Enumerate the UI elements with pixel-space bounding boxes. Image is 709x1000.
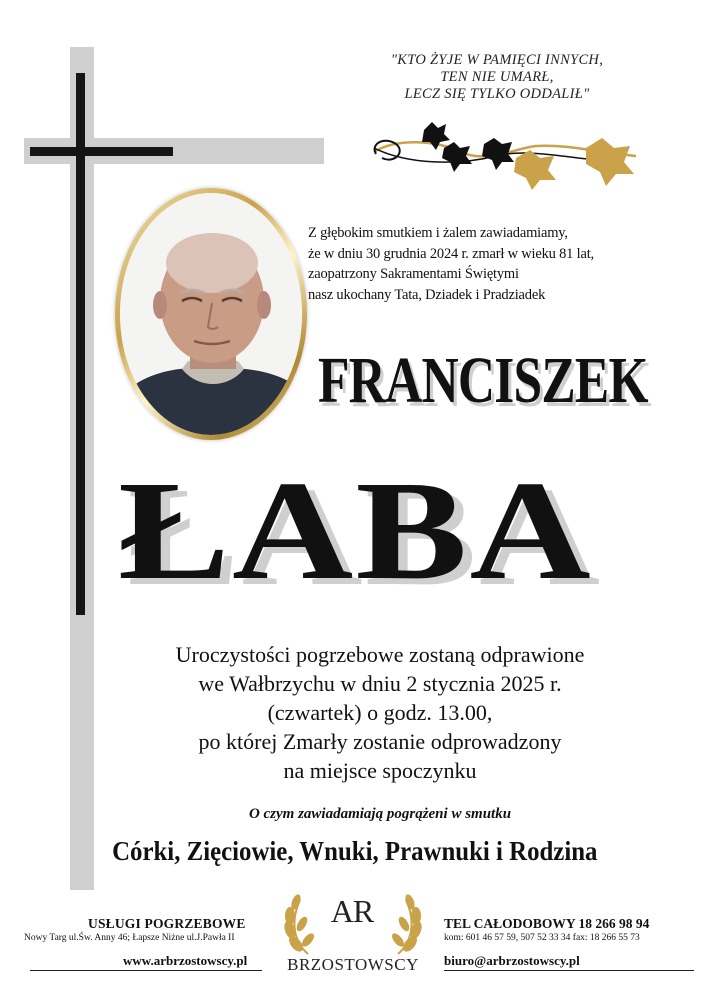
quote-line: LECZ SIĘ TYLKO ODDALIŁ" [404,86,590,102]
ceremony-line: po której Zmarły zostanie odprowadzony [198,729,562,754]
intro-line: że w dniu 30 grudnia 2024 r. zmarł w wieku 81 lat, [308,245,594,262]
quote-line: TEN NIE UMARŁ, [440,69,554,85]
announcement-intro [308,223,618,305]
footer-divider-left [30,970,262,971]
ceremony-line: we Wałbrzychu w dniu 2 stycznia 2025 r. [198,671,562,696]
deceased-surname: ŁABA [118,451,593,609]
mourners-names: Córki, Zięciowie, Wnuki, Prawnuki i Rodzina [111,836,598,866]
funeral-company-label: USŁUGI POGRZEBOWE [88,916,246,931]
intro-line: Z głębokim smutkiem i żalem zawiadamiamy, [308,225,568,241]
memorial-quote [352,52,642,103]
quote-line: "KTO ŻYJE W PAMIĘCI INNYCH, [390,52,604,68]
portrait-image-icon [120,193,302,435]
cross-horizontal-bar [30,147,173,156]
vine-leaves-ornament-icon [366,118,656,200]
company-logo-name: BRZOSTOWSCY [287,955,419,974]
phone-number[interactable]: TEL CAŁODOBOWY 18 266 98 94 [444,916,650,931]
mourners-names-row [0,836,709,867]
contact-numbers: kom: 601 46 57 59, 507 52 33 34 fax: 18 266 55 73 [444,933,640,943]
mourners-intro: O czym zawiadamiają pogrążeni w smutku [248,806,512,822]
intro-line: nasz ukochany Tata, Dziadek i Pradziadek [308,286,546,303]
deceased-first-name: FRANCISZEK [318,344,648,417]
portrait-frame [115,188,307,440]
intro-line: zaopatrzony Sakramentami Świętymi [308,266,519,282]
ceremony-line: na miejsce spoczynku [283,758,477,783]
company-logo-mark: AR [330,893,374,929]
email-link[interactable]: biuro@arbrzostowscy.pl [444,953,580,968]
funeral-details [100,640,660,785]
ceremony-line: Uroczystości pogrzebowe zostaną odprawione [175,642,585,667]
funeral-company-address: Nowy Targ ul.Św. Anny 46; Łapsze Niżne ul.J.Pawła II [24,933,235,943]
footer-divider-right [444,970,694,971]
portrait-photo [120,193,302,435]
ceremony-line: (czwartek) o godz. 13.00, [267,700,493,725]
website-link[interactable]: www.arbrzostowscy.pl [123,953,248,968]
